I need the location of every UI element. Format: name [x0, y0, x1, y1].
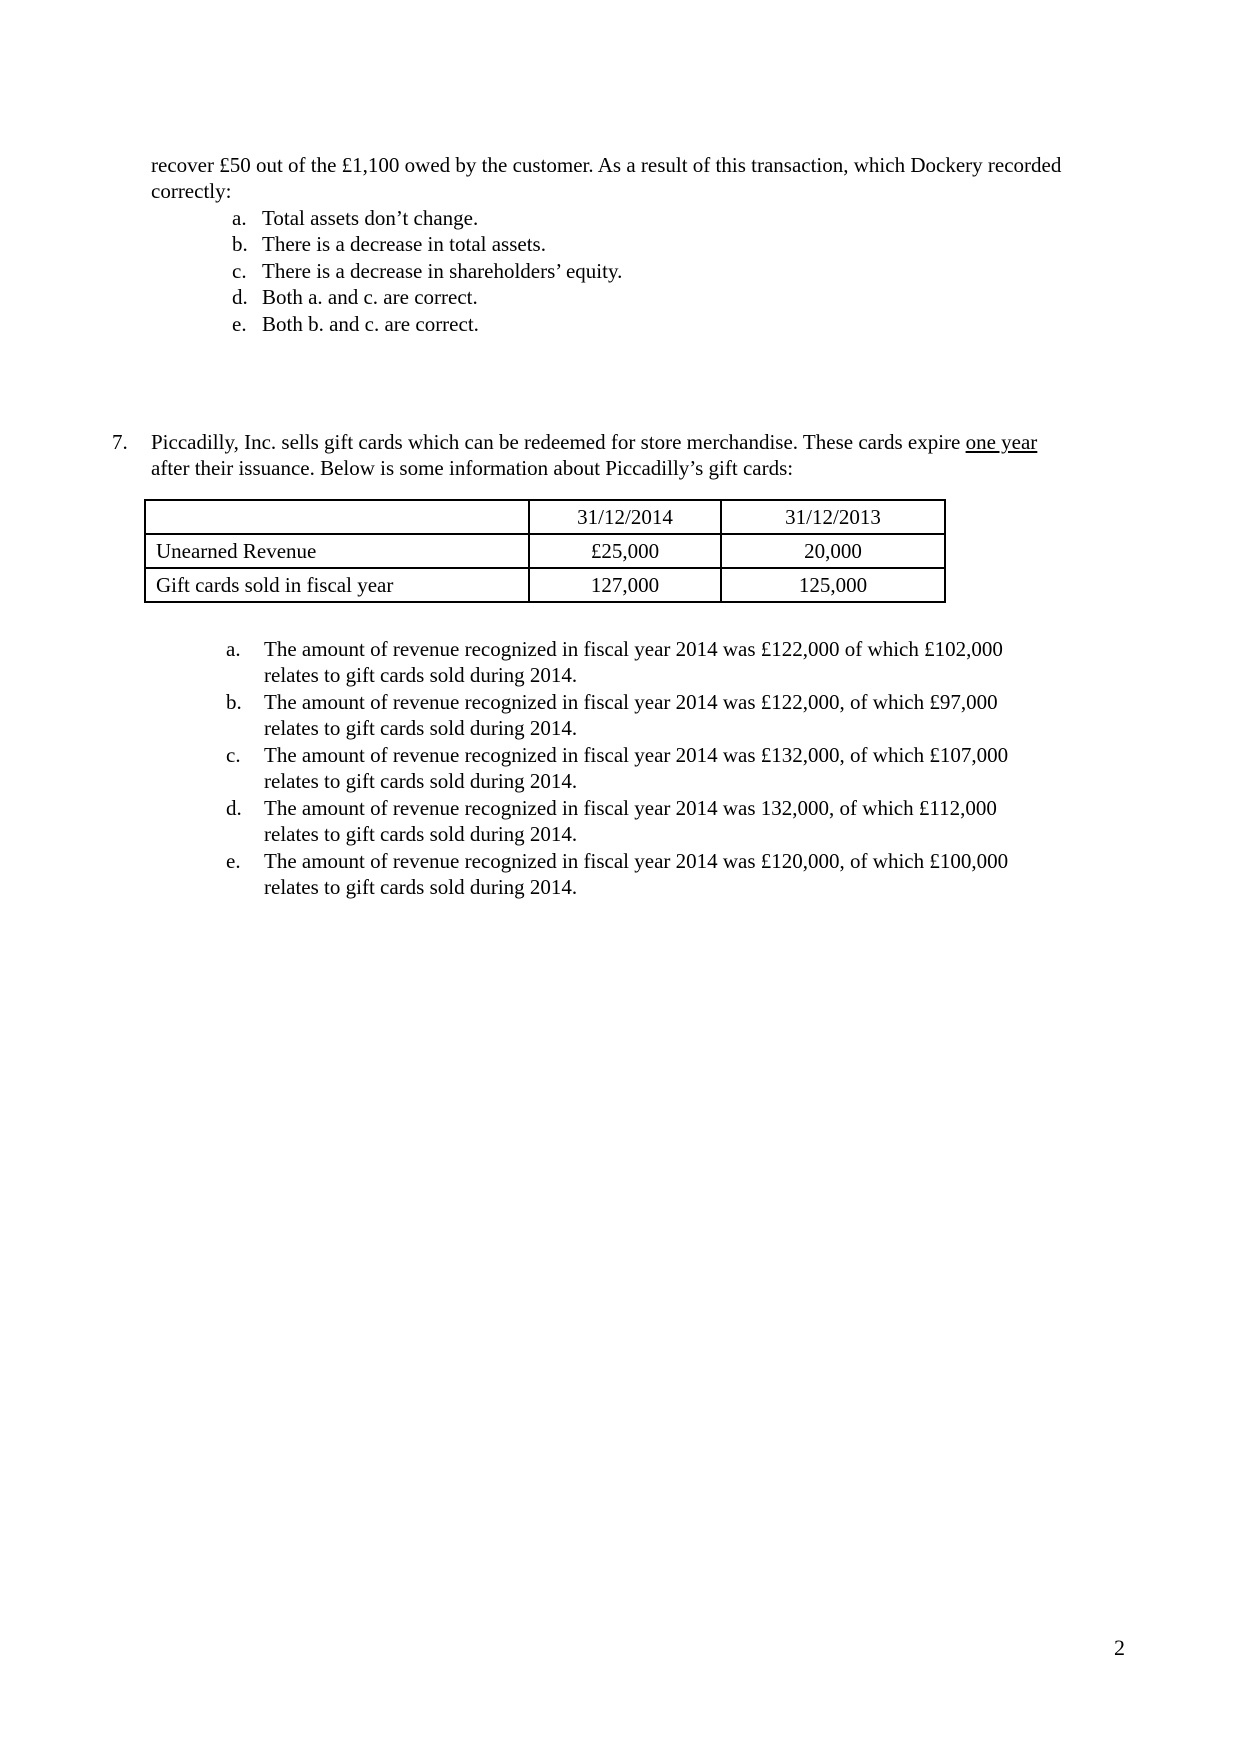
option-text: Both b. and c. are correct.: [262, 312, 479, 336]
q6-stem-line1: recover £50 out of the £1,100 owed by the customer. As a result of this transaction, which Dockery recorded: [151, 153, 1062, 177]
q6-stem-line2: correctly:: [151, 179, 232, 203]
table-header-cell: [145, 500, 529, 534]
option-text-line2: relates to gift cards sold during 2014.: [264, 769, 578, 793]
table-cell: 127,000: [529, 568, 721, 602]
option-text-line1: The amount of revenue recognized in fiscal year 2014 was £120,000, of which £100,000: [264, 849, 1009, 873]
page-number: 2: [1114, 1635, 1125, 1660]
table-cell: Unearned Revenue: [145, 534, 529, 568]
option-text-line1: The amount of revenue recognized in fiscal year 2014 was £122,000 of which £102,000: [264, 637, 1003, 661]
table-row: [145, 534, 945, 568]
option-letter: d.: [232, 285, 248, 309]
q7-stem-line2: after their issuance. Below is some information about Piccadilly’s gift cards:: [151, 456, 794, 480]
gift-card-table: [144, 499, 946, 603]
q7-stem-line1: [151, 429, 1037, 455]
option-text-line2: relates to gift cards sold during 2014.: [264, 716, 578, 740]
q7-number: 7.: [112, 430, 128, 454]
table-header-cell: 31/12/2014: [529, 500, 721, 534]
option-letter: c.: [232, 259, 247, 283]
table-cell: Gift cards sold in fiscal year: [145, 568, 529, 602]
table-cell: £25,000: [529, 534, 721, 568]
option-letter: d.: [226, 796, 242, 820]
option-letter: c.: [226, 743, 241, 767]
option-letter: b.: [226, 690, 242, 714]
option-text: Total assets don’t change.: [262, 206, 479, 230]
table-row: [145, 568, 945, 602]
option-letter: e.: [232, 312, 247, 336]
option-letter: a.: [232, 206, 247, 230]
option-text-line2: relates to gift cards sold during 2014.: [264, 663, 578, 687]
option-letter: e.: [226, 849, 241, 873]
option-text: There is a decrease in total assets.: [262, 232, 546, 256]
q7-stem-text: Piccadilly, Inc. sells gift cards which can be redeemed for store merchandise. These cards expire: [151, 430, 966, 454]
option-text-line1: The amount of revenue recognized in fiscal year 2014 was £122,000, of which £97,000: [264, 690, 998, 714]
option-text-line2: relates to gift cards sold during 2014.: [264, 822, 578, 846]
q7-stem-underlined: one year: [965, 430, 1038, 454]
option-letter: b.: [232, 232, 248, 256]
option-text: There is a decrease in shareholders’ equity.: [262, 259, 623, 283]
option-text-line1: The amount of revenue recognized in fiscal year 2014 was £132,000, of which £107,000: [264, 743, 1009, 767]
table-cell: 20,000: [721, 534, 945, 568]
table-cell: 125,000: [721, 568, 945, 602]
table-header-row: [145, 500, 945, 534]
option-text-line1: The amount of revenue recognized in fiscal year 2014 was 132,000, of which £112,000: [264, 796, 997, 820]
option-text-line2: relates to gift cards sold during 2014.: [264, 875, 578, 899]
option-letter: a.: [226, 637, 241, 661]
table-header-cell: 31/12/2013: [721, 500, 945, 534]
option-text: Both a. and c. are correct.: [262, 285, 478, 309]
